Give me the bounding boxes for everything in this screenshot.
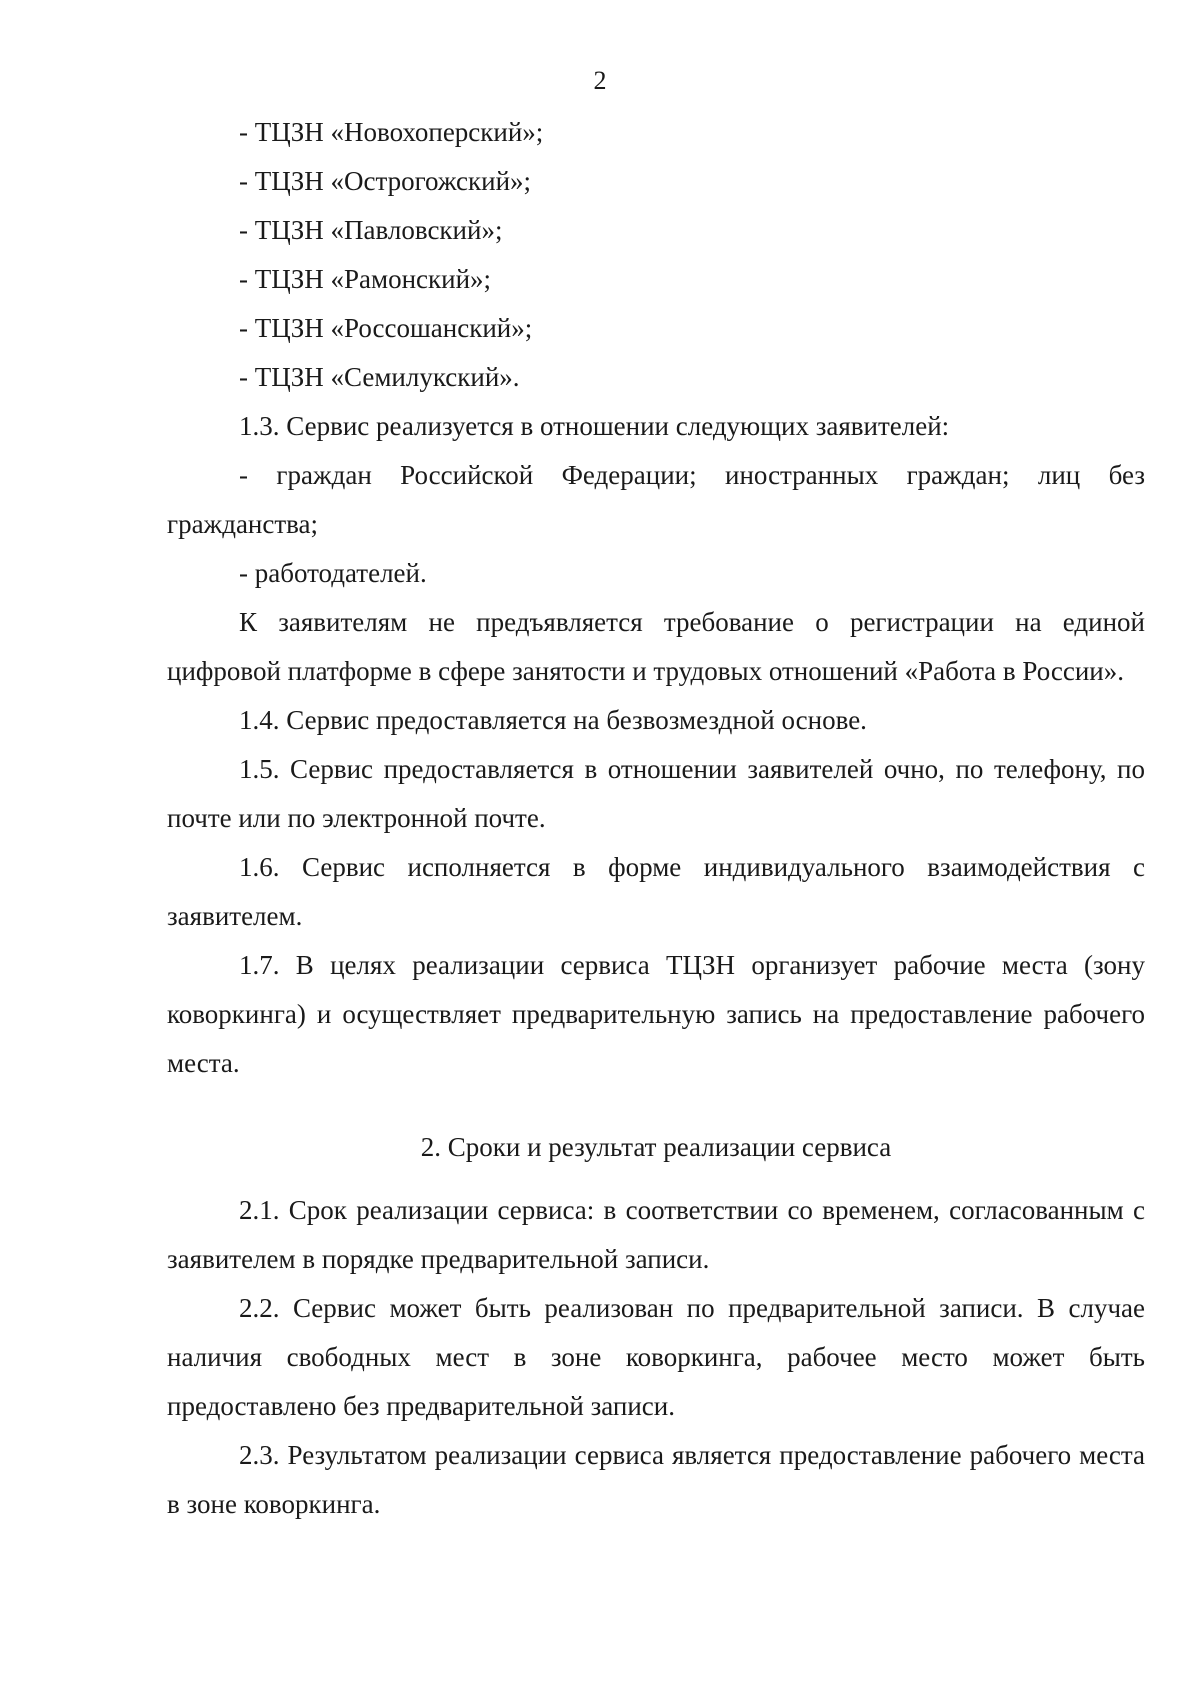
paragraph-2-1: 2.1. Срок реализации сервиса: в соответствии со временем, согласованным с заявителем в порядке предварительной записи. xyxy=(167,1195,1145,1274)
list-item: - ТЦЗН «Россошанский»; xyxy=(239,313,533,343)
paragraph-2-3: 2.3. Результатом реализации сервиса является предоставление рабочего места в зоне коворкинга. xyxy=(167,1440,1145,1519)
paragraph-1-5: 1.5. Сервис предоставляется в отношении заявителей очно, по телефону, по почте или по электронной почте. xyxy=(167,754,1145,833)
list-item: - ТЦЗН «Новохоперский»; xyxy=(239,117,544,147)
paragraph-2-2: 2.2. Сервис может быть реализован по предварительной записи. В случае наличия свободных мест в зоне коворкинга, рабочее место может быть предоставлено без предварительной записи. xyxy=(167,1293,1145,1421)
section-2-heading: 2. Сроки и результат реализации сервиса xyxy=(420,1132,892,1162)
list-item: - ТЦЗН «Острогожский»; xyxy=(239,166,532,196)
list-item: - ТЦЗН «Семилукский». xyxy=(239,362,520,392)
paragraph-registration: К заявителям не предъявляется требование о регистрации на единой цифровой платформе в сфере занятости и трудовых отношений «Работа в России». xyxy=(167,607,1145,686)
page-number: 2 xyxy=(593,66,607,95)
list-item: - ТЦЗН «Павловский»; xyxy=(239,215,503,245)
paragraph-1-7: 1.7. В целях реализации сервиса ТЦЗН организует рабочие места (зону коворкинга) и осуществляет предварительную запись на предоставление рабочего места. xyxy=(167,950,1145,1078)
paragraph-1-4: 1.4. Сервис предоставляется на безвозмездной основе. xyxy=(239,705,867,735)
paragraph-1-3-employers: - работодателей. xyxy=(239,558,427,588)
document-body xyxy=(167,108,1145,1529)
paragraph-1-3-citizens: - граждан Российской Федерации; иностранных граждан; лиц без гражданства; xyxy=(167,460,1145,539)
list-item: - ТЦЗН «Рамонский»; xyxy=(239,264,492,294)
paragraph-1-6: 1.6. Сервис исполняется в форме индивидуального взаимодействия с заявителем. xyxy=(167,852,1145,931)
paragraph-1-3: 1.3. Сервис реализуется в отношении следующих заявителей: xyxy=(239,411,950,441)
